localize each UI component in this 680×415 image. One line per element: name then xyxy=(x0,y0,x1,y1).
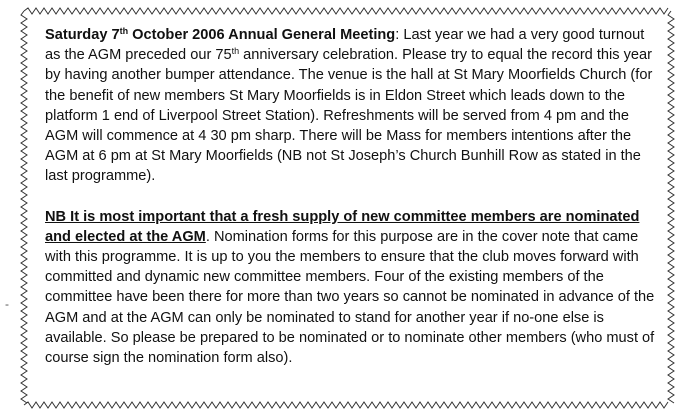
nomination-paragraph: NB It is most important that a fresh supply of new committee members are nominated and elected at the AGM. Nomination forms for this purpose are in the cover note that came with this programme. It is up to you the members to ensure that the club moves forward with committed and dynamic new committee members. Four of the existing members of the committee have been there for more than two years so cannot be nominated in advance of the AGM and at the AGM can only be nominated to stand for another year if no-one else is available. So please be prepared to be nominated or to nominate other members (who must of course sign the nomination form also). xyxy=(45,208,655,367)
agm-heading: Saturday 7th October 2006 Annual General Meeting xyxy=(45,26,396,43)
nb-committee-heading: NB It is most important that a fresh supply of new committee members are nominated and elected at the AGM xyxy=(45,208,640,245)
agm-paragraph: Saturday 7th October 2006 Annual General Meeting: Last year we had a very good turnout as the AGM preceded our 75th anniversary celebration. Please try to equal the record this year by having another bumper attendance. The venue is the hall at St Mary Moorfields Church (for the benefit of new members St Mary Moorfields is in Eldon Street which leads down to the platform 1 end of Liverpool Street Station). Refreshments will be served from 4 pm and the AGM will commence at 4 30 pm sharp. There will be Mass for members intentions after the AGM at 6 pm at St Mary Moorfields (NB not St Joseph’s Church Bunhill Row as stated in the last programme). xyxy=(45,26,653,185)
margin-mark: - xyxy=(5,297,9,311)
notice-text-block xyxy=(45,25,660,368)
